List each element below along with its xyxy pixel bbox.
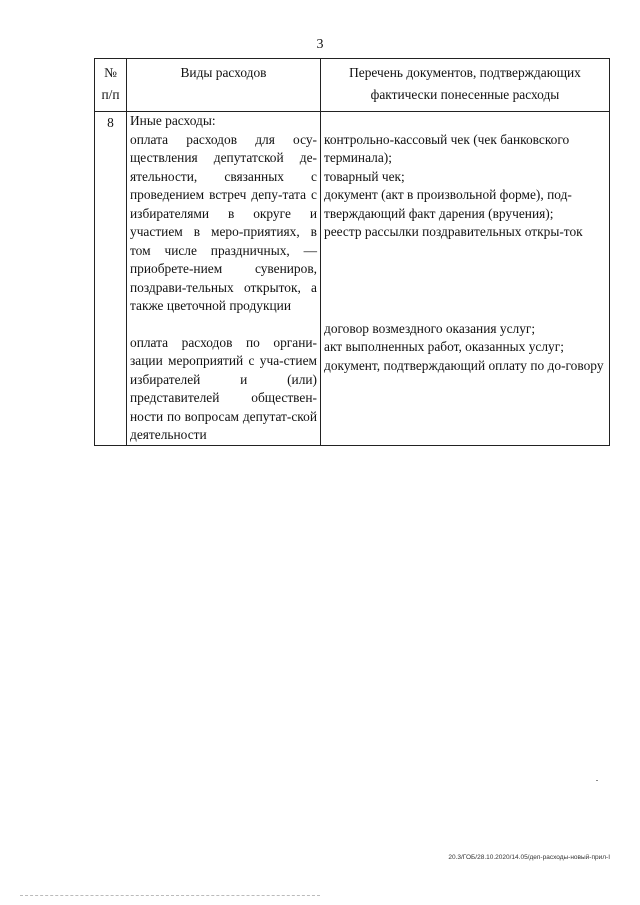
scan-artifact-line — [20, 895, 320, 897]
documents-cell — [321, 112, 610, 446]
header-expense-type: Виды расходов — [127, 59, 321, 112]
header-documents: Перечень документов, подтверждающих фактически понесенные расходы — [321, 59, 610, 112]
document-item: товарный чек; — [324, 168, 405, 184]
row-number: 8 — [95, 112, 127, 446]
document-item: контрольно-кассовый чек (чек банковского терминала); — [324, 131, 570, 165]
page-number: 3 — [316, 37, 324, 52]
expense-item-2: оплата расходов по органи-зации мероприятий с уча-стием избирателей и (или) представителей обществен-ности по вопросам депутат-ской деятельности — [130, 334, 317, 442]
scan-artifact — [596, 780, 598, 781]
footer-code: 20.3/ГОБ/28.10.2020/14.05/деп-расходы-новый-прил-I — [448, 854, 610, 861]
table-row — [95, 112, 610, 446]
document-item: договор возмездного оказания услуг; — [324, 320, 536, 336]
document-item: акт выполненных работ, оказанных услуг; — [324, 339, 564, 354]
expense-cell — [127, 112, 321, 446]
documents-list-1 — [324, 131, 606, 242]
document-item: реестр рассылки поздравительных откры-ток — [324, 224, 583, 239]
expenses-table — [94, 58, 610, 446]
expense-category: Иные расходы: — [130, 113, 216, 128]
document-item: документ, подтверждающий оплату по до-говору — [324, 357, 604, 373]
expense-item-1: оплата расходов для осу-ществления депутатской де-ятельности, связанных с проведением встреч депу-тата с избирателями в округе и участием в меро-приятиях, в том числе праздничных, — приобрете-нием сувениров, поздрави-тельных открыток, а также цветочной продукции — [130, 131, 317, 313]
documents-list-2 — [324, 320, 606, 376]
header-number: № п/п — [95, 59, 127, 112]
table-header-row — [95, 59, 610, 112]
document-item: документ (акт в произвольной форме), под-тверждающий факт дарения (вручения); — [324, 187, 572, 221]
